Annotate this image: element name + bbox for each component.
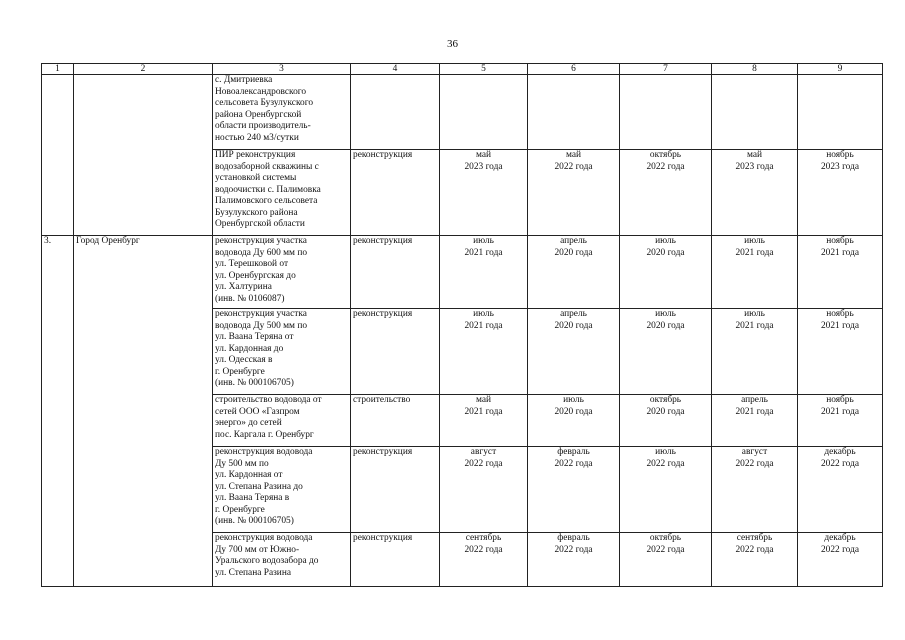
date-cell-col-6 bbox=[528, 150, 620, 236]
date-cell-col-8 bbox=[712, 395, 798, 447]
date-year: 2021 года bbox=[464, 320, 503, 331]
date-year: 2021 года bbox=[820, 406, 860, 417]
table-body bbox=[42, 75, 883, 587]
date-month: декабрь bbox=[824, 447, 856, 457]
page-number: 36 bbox=[447, 38, 458, 50]
date-cell-col-8 bbox=[712, 533, 798, 587]
date-cell-col-5 bbox=[440, 447, 528, 533]
date-year: 2022 года bbox=[554, 161, 593, 172]
date-cell-col-6 bbox=[528, 533, 620, 587]
date-year: 2023 года bbox=[820, 161, 860, 172]
date-cell-col-8 bbox=[712, 75, 798, 150]
work-type: реконструкция bbox=[351, 533, 440, 587]
date-cell-col-7 bbox=[620, 75, 712, 150]
date-month: февраль bbox=[557, 533, 590, 543]
header-row bbox=[42, 64, 883, 75]
object-description: с. Дмитриевка Новоалександровского сельсовета Бузулукского района Оренбургской области производитель- ностью 240 м3/сутки bbox=[213, 75, 351, 150]
date-cell-col-6 bbox=[528, 75, 620, 150]
date-cell-col-7 bbox=[620, 236, 712, 309]
date-year: 2021 года bbox=[464, 406, 503, 417]
date-year: 2023 года bbox=[464, 161, 503, 172]
object-description: реконструкция водовода Ду 700 мм от Южно- Уральского водозабора до ул. Степана Разина bbox=[213, 533, 351, 587]
date-year: 2022 года bbox=[646, 458, 685, 469]
date-year: 2020 года bbox=[554, 320, 593, 331]
table-row bbox=[42, 236, 883, 309]
date-month: февраль bbox=[557, 447, 590, 457]
date-cell-col-9 bbox=[798, 395, 883, 447]
date-year: 2020 года bbox=[554, 406, 593, 417]
date-cell-col-8 bbox=[712, 150, 798, 236]
date-year: 2022 года bbox=[554, 544, 593, 555]
date-cell-col-5 bbox=[440, 533, 528, 587]
date-cell-col-9 bbox=[798, 236, 883, 309]
date-cell-col-5 bbox=[440, 75, 528, 150]
date-month: июль bbox=[563, 395, 584, 405]
date-month: июль bbox=[655, 309, 676, 319]
date-cell-col-6 bbox=[528, 309, 620, 395]
date-year: 2022 года bbox=[646, 161, 685, 172]
object-description: реконструкция участка водовода Ду 500 мм по ул. Ваана Теряна от ул. Кардонная до ул. Одесская в г. Оренбурге (инв. № 000106705) bbox=[213, 309, 351, 395]
work-type: реконструкция bbox=[351, 309, 440, 395]
work-type: реконструкция bbox=[351, 447, 440, 533]
date-year: 2022 года bbox=[554, 458, 593, 469]
date-cell-col-8 bbox=[712, 236, 798, 309]
date-cell-col-9 bbox=[798, 533, 883, 587]
date-month: сентябрь bbox=[465, 533, 502, 543]
object-description: реконструкция участка водовода Ду 600 мм по ул. Терешковой от ул. Оренбургская до ул. Халтурина (инв. № 0106087) bbox=[213, 236, 351, 309]
date-year: 2021 года bbox=[820, 320, 860, 331]
date-month: ноябрь bbox=[826, 150, 854, 160]
date-month: август bbox=[741, 447, 768, 457]
object-description: строительство водовода от сетей ООО «Газпром энерго» до сетей пос. Каргала г. Оренбург bbox=[213, 395, 351, 447]
date-year: 2021 года bbox=[464, 247, 503, 258]
date-month: май bbox=[475, 395, 492, 405]
date-cell-col-7 bbox=[620, 309, 712, 395]
column-header-2: 2 bbox=[74, 64, 213, 75]
work-type bbox=[351, 75, 440, 150]
date-year: 2023 года bbox=[735, 161, 774, 172]
date-cell-col-9 bbox=[798, 75, 883, 150]
date-cell-col-8 bbox=[712, 447, 798, 533]
date-cell-col-5 bbox=[440, 150, 528, 236]
date-year: 2022 года bbox=[464, 544, 503, 555]
date-cell-col-5 bbox=[440, 395, 528, 447]
column-header-7: 7 bbox=[620, 64, 712, 75]
column-header-6: 6 bbox=[528, 64, 620, 75]
date-month: май bbox=[746, 150, 763, 160]
date-year: 2022 года bbox=[646, 544, 685, 555]
date-year: 2022 года bbox=[820, 544, 860, 555]
date-cell-col-7 bbox=[620, 533, 712, 587]
work-type: реконструкция bbox=[351, 236, 440, 309]
object-description: реконструкция водовода Ду 500 мм по ул. Кардонная от ул. Степана Разина до ул. Ваана Теряна в г. Оренбурге (инв. № 000106705) bbox=[213, 447, 351, 533]
date-cell-col-8 bbox=[712, 309, 798, 395]
date-year: 2022 года bbox=[735, 544, 774, 555]
date-month: октябрь bbox=[649, 395, 682, 405]
date-year: 2021 года bbox=[735, 406, 774, 417]
date-year: 2022 года bbox=[820, 458, 860, 469]
date-cell-col-6 bbox=[528, 236, 620, 309]
date-year: 2021 года bbox=[820, 247, 860, 258]
date-cell-col-5 bbox=[440, 236, 528, 309]
work-type: строительство bbox=[351, 395, 440, 447]
date-month: апрель bbox=[741, 395, 768, 405]
date-month: май bbox=[475, 150, 492, 160]
date-year: 2020 года bbox=[646, 406, 685, 417]
date-month: июль bbox=[473, 309, 494, 319]
date-cell-col-6 bbox=[528, 447, 620, 533]
date-year: 2022 года bbox=[464, 458, 503, 469]
date-month: ноябрь bbox=[826, 309, 854, 319]
table-header bbox=[42, 64, 883, 75]
date-month: июль bbox=[744, 236, 765, 246]
date-cell-col-7 bbox=[620, 150, 712, 236]
column-header-8: 8 bbox=[712, 64, 798, 75]
date-month: ноябрь bbox=[826, 395, 854, 405]
column-header-9: 9 bbox=[798, 64, 883, 75]
date-month: июль bbox=[744, 309, 765, 319]
column-header-4: 4 bbox=[351, 64, 440, 75]
object-description: ПИР реконструкция водозаборной скважины с установкой системы водоочистки с. Палимовка Палимовского сельсовета Бузулукского района Оренбургской области bbox=[213, 150, 351, 236]
municipality-name: Город Оренбург bbox=[74, 236, 213, 587]
date-month: июль bbox=[473, 236, 494, 246]
date-month: май bbox=[565, 150, 582, 160]
date-cell-col-9 bbox=[798, 150, 883, 236]
date-year: 2020 года bbox=[646, 247, 685, 258]
date-month: июль bbox=[655, 447, 676, 457]
date-cell-col-7 bbox=[620, 395, 712, 447]
municipality-name bbox=[74, 75, 213, 236]
date-month: октябрь bbox=[649, 150, 682, 160]
date-year: 2020 года bbox=[646, 320, 685, 331]
date-year: 2021 года bbox=[735, 320, 774, 331]
column-header-3: 3 bbox=[213, 64, 351, 75]
date-year: 2022 года bbox=[735, 458, 774, 469]
date-year: 2020 года bbox=[554, 247, 593, 258]
date-month: июль bbox=[655, 236, 676, 246]
column-header-5: 5 bbox=[440, 64, 528, 75]
column-header-1: 1 bbox=[42, 64, 74, 75]
table-row bbox=[42, 75, 883, 150]
date-month: декабрь bbox=[824, 533, 856, 543]
date-cell-col-6 bbox=[528, 395, 620, 447]
date-cell-col-5 bbox=[440, 309, 528, 395]
date-month: апрель bbox=[560, 236, 587, 246]
date-month: ноябрь bbox=[826, 236, 854, 246]
date-cell-col-9 bbox=[798, 447, 883, 533]
date-month: октябрь bbox=[649, 533, 682, 543]
date-cell-col-7 bbox=[620, 447, 712, 533]
schedule-table bbox=[41, 63, 883, 587]
work-type: реконструкция bbox=[351, 150, 440, 236]
row-number: 3. bbox=[42, 236, 74, 587]
date-month: сентябрь bbox=[736, 533, 773, 543]
date-cell-col-9 bbox=[798, 309, 883, 395]
date-month: апрель bbox=[560, 309, 587, 319]
date-month: август bbox=[470, 447, 497, 457]
date-year: 2021 года bbox=[735, 247, 774, 258]
row-number bbox=[42, 75, 74, 236]
